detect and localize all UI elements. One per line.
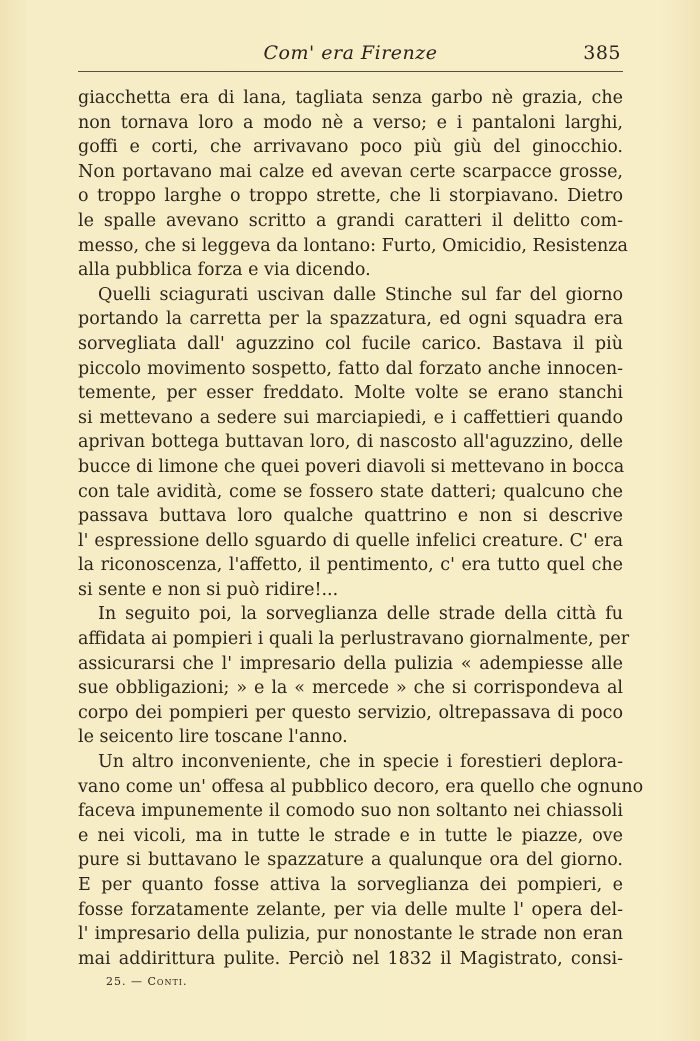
text-line: si mettevano a sedere sui marciapiedi, e i caffettieri quando (78, 407, 623, 428)
text-line: aprivan bottega buttavan loro, di nascosto all'aguzzino, delle (78, 432, 623, 453)
paragraph-4 (78, 750, 644, 971)
text-line: le seicento lire toscane l'anno. (78, 727, 348, 748)
text-line: portando la carretta per la spazzatura, ed ogni squadra era (78, 309, 623, 330)
text-line: affidata ai pompieri i quali la perlustravano giornalmente, per (78, 629, 630, 650)
text-line: assicurarsi che l' impresario della pulizia « adempiesse alle (78, 653, 623, 674)
text-line: con tale avidità, come se fossero state datteri; qualcuno che (78, 481, 623, 502)
text-line: Un altro inconveniente, che in specie i forestieri deplora- (98, 752, 623, 773)
text-line: alla pubblica forza e via dicendo. (78, 260, 371, 281)
text-line: piccolo movimento sospetto, fatto dal forzato anche innocen- (78, 358, 623, 379)
text-line: non tornava loro a modo nè a verso; e i pantaloni larghi, (78, 112, 623, 133)
text-line: passava buttava loro qualche quattrino e non si descrive (78, 506, 623, 527)
text-line: sue obbligazioni; » e la « mercede » che si corrispondeva al (78, 678, 623, 699)
text-line: e nei vicoli, ma in tutte le strade e in tutte le piazze, ove (78, 825, 623, 846)
paragraph-1 (78, 86, 628, 283)
text-line: E per quanto fosse attiva la sorveglianza dei pompieri, e (78, 875, 623, 895)
paragraph-2 (78, 283, 623, 603)
text-line: l' impresario della pulizia, pur nonostante le strade non eran (78, 924, 623, 945)
text-line: temente, per esser freddato. Molte volte se erano stanchi (78, 383, 623, 404)
text-line: Quelli sciagurati uscivan dalle Stinche sul far del giorno (98, 284, 623, 305)
text-line: corpo dei pompieri per questo servizio, oltrepassava di poco (78, 702, 623, 723)
text-line: l' espressione dello sguardo di quelle infelici creature. C' era (78, 530, 623, 551)
header-rule (78, 71, 623, 72)
text-line: bucce di limone che quei poveri diavoli si mettevano in bocca (78, 456, 625, 477)
page-number: 385 (583, 42, 621, 64)
text-line: mai addirittura pulite. Perciò nel 1832 il Magistrato, consi- (78, 948, 623, 969)
text-line: o troppo larghe o troppo strette, che li storpiavano. Dietro (78, 186, 623, 207)
text-line: le spalle avevano scritto a grandi caratteri il delitto com- (78, 210, 623, 231)
running-head (78, 40, 623, 70)
body-text (78, 86, 644, 971)
text-line: Non portavano mai calze ed avevan certe scarpacce grosse, (78, 161, 623, 182)
text-line: pure si buttavano le spazzature a qualunque ora del giorno. (78, 850, 623, 871)
text-line: vano come un' offesa al pubblico decoro, era quello che ognuno (78, 776, 644, 797)
text-line: faceva impunemente il comodo suo non soltanto nei chiassoli (78, 801, 623, 822)
text-line: messo, che si leggeva da lontano: Furto, Omicidio, Resistenza (78, 235, 628, 256)
text-line: In seguito poi, la sorveglianza delle strade della città fu (98, 604, 623, 625)
signature-mark: 25. — Conti. (106, 975, 188, 988)
paragraph-3 (78, 602, 630, 750)
text-line: sorvegliata dall' aguzzino col fucile carico. Bastava il più (78, 333, 623, 354)
running-title: Com' era Firenze (263, 42, 438, 64)
text-line: la riconoscenza, l'affetto, il pentimento, c' era tutto quel che (78, 555, 623, 576)
text-line: goffi e corti, che arrivavano poco più giù del ginocchio. (78, 137, 623, 158)
text-line: giacchetta era di lana, tagliata senza garbo nè grazia, che (78, 88, 623, 108)
text-line: fosse forzatamente zelante, per via delle multe l' opera del- (78, 899, 623, 920)
text-line: si sente e non si può ridire!... (78, 579, 339, 600)
